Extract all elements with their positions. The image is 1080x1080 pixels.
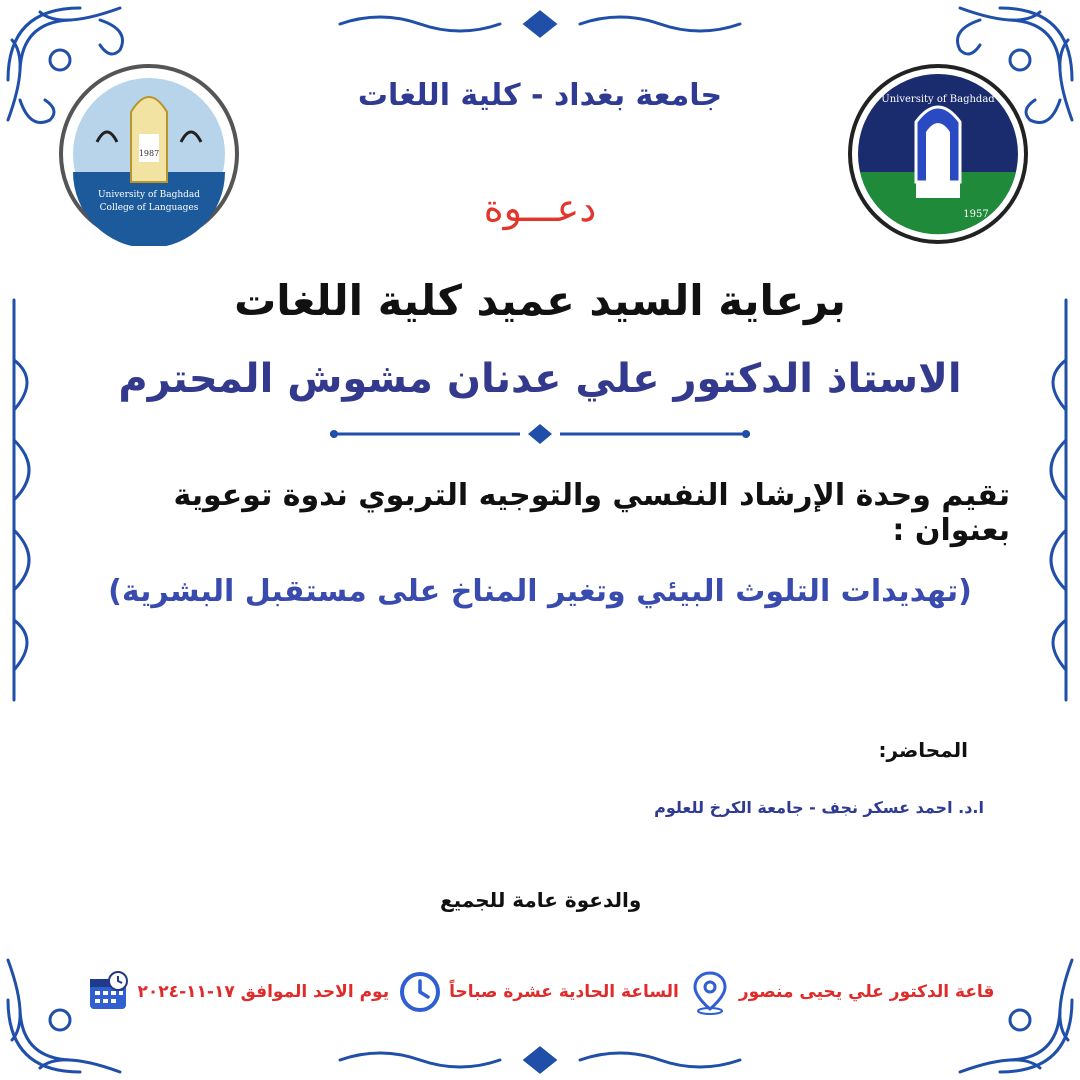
dean-name: الاستاذ الدكتور علي عدنان مشوش المحترم: [118, 356, 962, 402]
event-date-text: يوم الاحد الموافق ١٧-١١-٢٠٢٤: [137, 982, 390, 1002]
bottom-center-ornament: [340, 1048, 740, 1072]
event-details-bar: [38, 962, 1042, 1022]
logo-right-line1: University of Baghdad: [881, 94, 995, 105]
divider-ornament: [330, 424, 750, 444]
event-place: [687, 969, 995, 1015]
logo-right-year: 1957: [963, 209, 989, 220]
event-place-text: قاعة الدكتور علي يحيى منصور: [738, 982, 995, 1002]
seminar-title: (تهديدات التلوث البيئي وتغير المناخ على مستقبل البشرية): [108, 574, 972, 609]
lecturer-label: المحاضر:: [878, 738, 968, 762]
event-time-text: الساعة الحادية عشرة صباحاً: [449, 982, 679, 1002]
logo-left-line1: University of Baghdad: [97, 190, 201, 200]
patron-line: برعاية السيد عميد كلية اللغات: [234, 276, 846, 325]
open-invitation-note: والدعوة عامة للجميع: [440, 888, 642, 912]
logo-left-line2: College of Languages: [99, 203, 199, 213]
invitation-heading: دعـــوة: [483, 186, 597, 230]
top-center-ornament: [340, 12, 740, 36]
university-title: جامعة بغداد - كلية اللغات: [357, 78, 723, 113]
event-time: [397, 969, 679, 1015]
lecturer-name: ا.د. احمد عسكر نجف - جامعة الكرخ للعلوم: [654, 798, 984, 817]
clock-icon: [397, 969, 443, 1015]
location-pin-icon: [687, 969, 733, 1015]
event-date: [86, 969, 390, 1015]
logo-left-year: 1987: [138, 149, 160, 158]
calendar-icon: [86, 969, 132, 1015]
event-intro: تقيم وحدة الإرشاد النفسي والتوجيه التربوي ندوة توعوية بعنوان :: [173, 478, 1010, 548]
